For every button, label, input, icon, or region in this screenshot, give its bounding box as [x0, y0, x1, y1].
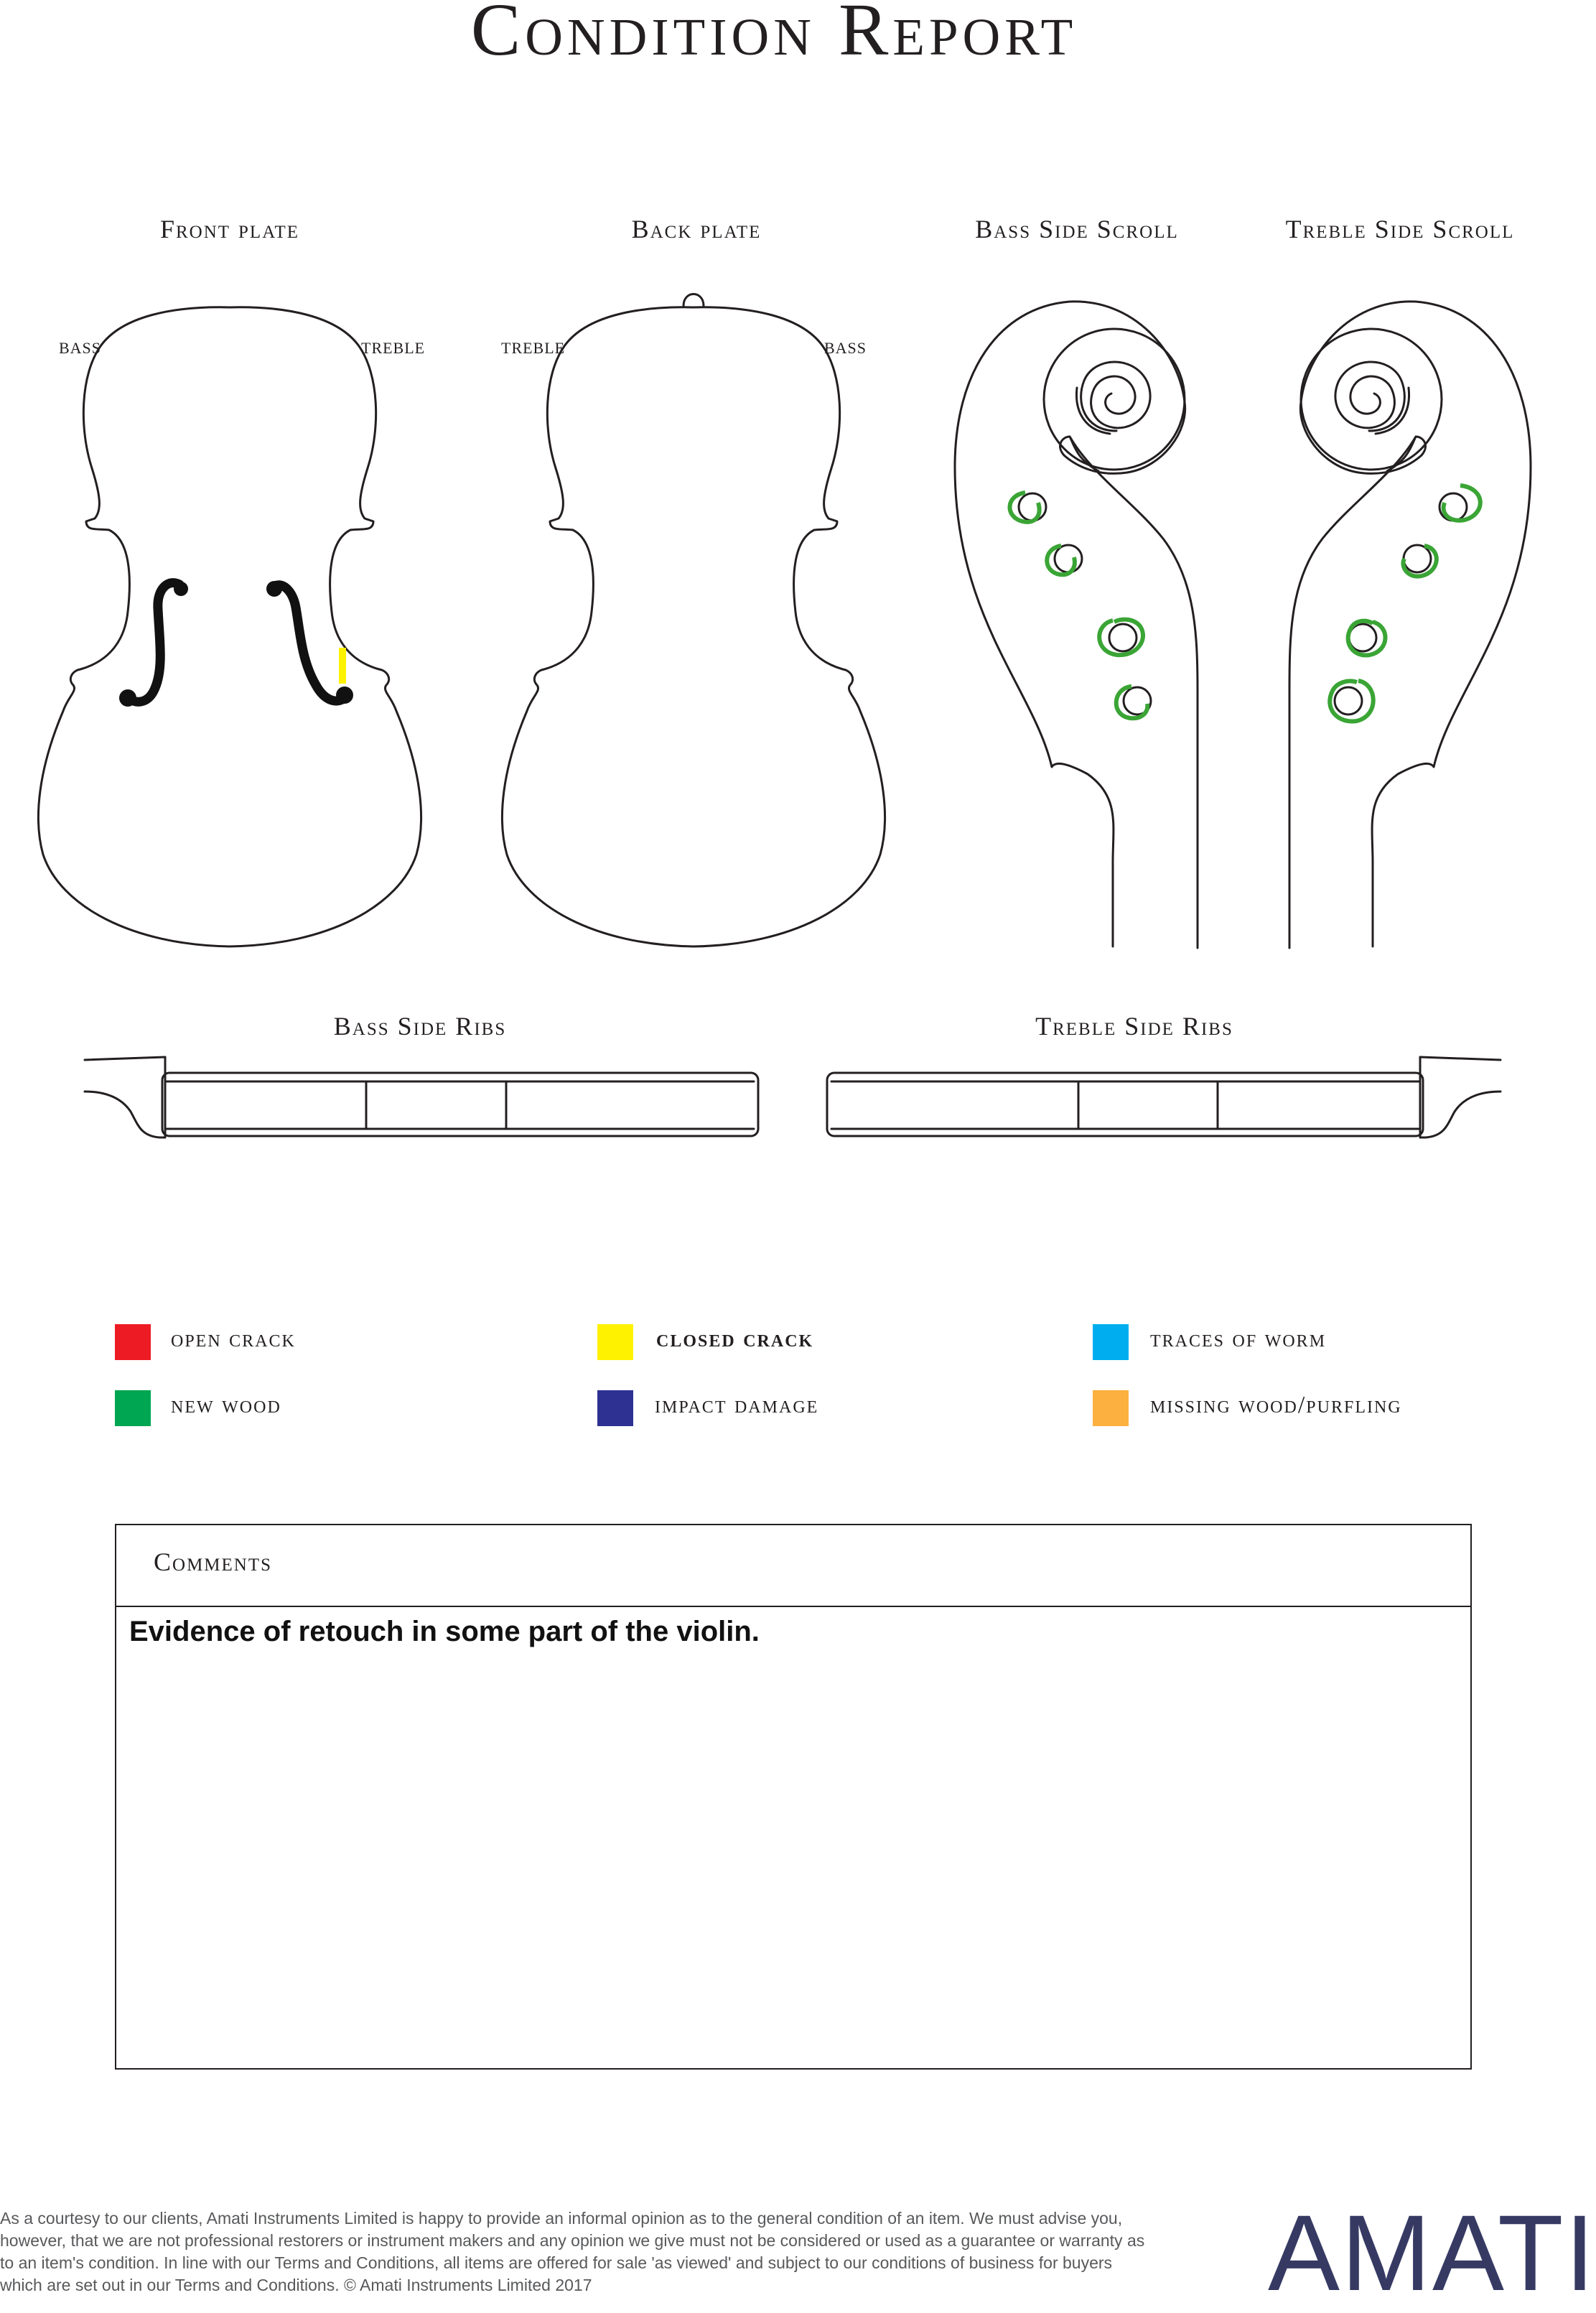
comments-text: Evidence of retouch in some part of the violin. — [129, 1616, 760, 1647]
back-bass-side-label: BASS — [824, 339, 867, 357]
comments-header — [116, 1525, 1470, 1607]
page-title: Condition Report — [470, 0, 1078, 71]
legend-swatch-open-crack — [115, 1324, 151, 1360]
closed-crack-mark — [339, 648, 346, 684]
front-treble-side-label: TREBLE — [361, 339, 426, 357]
front-bass-side-label: BASS — [59, 339, 102, 357]
bass-side-ribs-label: Bass Side Ribs — [333, 1012, 507, 1041]
legend-swatch-missing-wood — [1093, 1390, 1129, 1426]
back-plate-label: Back plate — [631, 215, 762, 243]
bass-side-scroll-label: Bass Side Scroll — [975, 215, 1179, 243]
bass-side-scroll-outline — [955, 302, 1198, 948]
front-plate-outline — [38, 307, 421, 946]
legend-swatch-impact-damage — [597, 1390, 633, 1426]
treble-side-ribs-label: Treble Side Ribs — [1035, 1012, 1233, 1041]
legend-swatch-closed-crack — [597, 1324, 633, 1360]
treble-side-ribs-outline — [827, 1057, 1501, 1137]
legend-label-missing-wood: missing wood/purfling — [1150, 1392, 1402, 1418]
f-hole-treble — [266, 581, 353, 704]
bass-side-ribs-outline — [85, 1057, 758, 1137]
legend-label-traces-of-worm: traces of worm — [1150, 1326, 1327, 1352]
back-plate-outline — [502, 294, 885, 947]
legend-label-impact-damage: impact damage — [655, 1392, 819, 1418]
treble-side-scroll-label: Treble Side Scroll — [1285, 215, 1515, 243]
disclaimer-text: As a courtesy to our clients, Amati Instruments Limited is happy to provide an informal opinion as to the general condition of an item. We must advise you, however, that we are not professional restorers or instrument makers and any opinion we give must not be considered or used as a guarantee or warranty as to an item's condition. In line with our Terms and Conditions, all items are offered for sale 'as viewed' and subject to our conditions of business for buyers which are set out in our Terms and Conditions. © Amati Instruments Limited 2017 — [0, 2209, 1145, 2294]
legend-label-closed-crack: closed crack — [656, 1326, 814, 1352]
legend-swatch-new-wood — [115, 1390, 151, 1426]
front-plate-label: Front plate — [159, 215, 300, 243]
brand-logo: AMATI — [1268, 2192, 1596, 2313]
comments-box — [115, 1524, 1472, 2070]
legend-label-new-wood: new wood — [171, 1392, 281, 1418]
comments-title: Comments — [154, 1548, 273, 1576]
legend-swatch-traces-of-worm — [1093, 1324, 1129, 1360]
legend-label-open-crack: open crack — [171, 1326, 296, 1352]
treble-side-scroll-outline — [1289, 302, 1531, 948]
back-treble-side-label: TREBLE — [501, 339, 566, 357]
